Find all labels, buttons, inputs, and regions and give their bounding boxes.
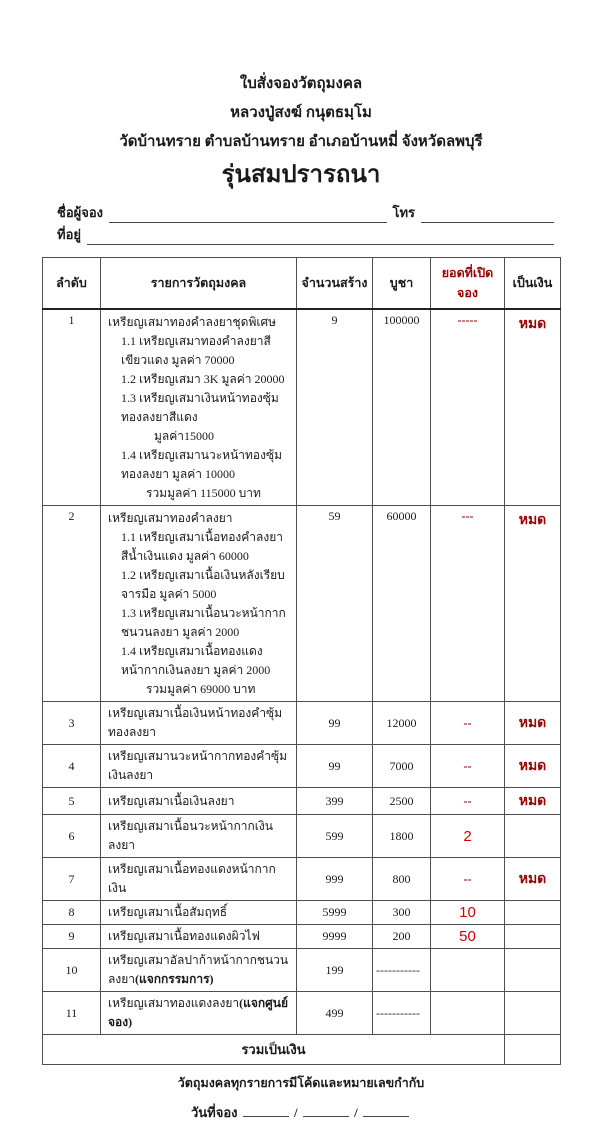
row-quantity: 99 — [297, 745, 373, 788]
row-no: 6 — [43, 815, 101, 858]
table-row — [43, 858, 561, 901]
row-item — [101, 949, 297, 992]
row-no: 1 — [43, 309, 101, 506]
row-price: 300 — [373, 901, 431, 925]
document-header — [42, 70, 560, 191]
table-total-row — [43, 1035, 561, 1065]
item-sub: มูลค่า15000 — [154, 429, 215, 443]
row-booked: 2 — [431, 815, 505, 858]
document-title: ใบสั่งจองวัตถุมงคล — [239, 76, 363, 92]
footer-note: วัตถุมงคลทุกรายการมีโค้ดและหมายเลขกำกับ — [177, 1076, 425, 1090]
row-booked: -- — [431, 745, 505, 788]
name-field-line — [109, 208, 386, 223]
edition-title: รุ่นสมปรารถนา — [221, 162, 381, 188]
table-row — [43, 309, 561, 506]
row-no: 5 — [43, 788, 101, 815]
address-line — [57, 223, 560, 245]
row-item: เหรียญเสมานวะหน้ากากทองคำซุ้มเงินลงยา — [101, 745, 297, 788]
row-no: 11 — [43, 992, 101, 1035]
row-booked: 50 — [431, 925, 505, 949]
row-amount — [505, 815, 561, 858]
row-quantity: 399 — [297, 788, 373, 815]
table-row — [43, 506, 561, 702]
table-row — [43, 949, 561, 992]
row-no: 10 — [43, 949, 101, 992]
row-item: เหรียญเสมาเนื้อสัมฤทธิ์ — [101, 901, 297, 925]
row-quantity: 9 — [297, 309, 373, 506]
item-sub: 1.2 เหรียญเสมาเนื้อเงินหลังเรียบจารมือ มูลค่า 5000 — [121, 568, 285, 601]
row-booked: 10 — [431, 901, 505, 925]
row-amount: หมด — [505, 309, 561, 506]
item-sub: 1.4 เหรียญเสมาเนื้อทองแดงหน้ากากเงินลงยา มูลค่า 2000 — [121, 644, 271, 677]
row-amount: หมด — [505, 702, 561, 745]
table-row — [43, 788, 561, 815]
col-header-booked: ยอดที่เปิดจอง — [431, 258, 505, 310]
item-sub-total: รวมมูลค่า 69000 บาท — [146, 682, 256, 696]
temple-address: วัดบ้านทราย ตำบลบ้านทราย อำเภอบ้านหมี่ จังหวัดลพบุรี — [119, 134, 483, 150]
row-booked: -- — [431, 702, 505, 745]
total-label: รวมเป็นเงิน — [43, 1035, 505, 1065]
row-price: 12000 — [373, 702, 431, 745]
item-sub: 1.1 เหรียญเสมาเนื้อทองคำลงยาสีน้ำเงินแดง มูลค่า 60000 — [121, 530, 284, 563]
row-no: 9 — [43, 925, 101, 949]
date-day-line — [243, 1102, 289, 1117]
row-booked: ----- — [431, 309, 505, 506]
row-amount: หมด — [505, 506, 561, 702]
item-sub: 1.1 เหรียญเสมาทองคำลงยาสีเขียวแดง มูลค่า 70000 — [121, 334, 271, 367]
row-price: 2500 — [373, 788, 431, 815]
phone-field-line — [421, 208, 554, 223]
item-note: (แจกกรรมการ) — [134, 972, 214, 986]
item-sub: 1.2 เหรียญเสมา 3K มูลค่า 20000 — [121, 372, 285, 386]
row-no: 8 — [43, 901, 101, 925]
row-booked: -- — [431, 858, 505, 901]
col-header-item: รายการวัตถุมงคล — [101, 258, 297, 310]
name-label: ชื่อผู้จอง — [57, 205, 104, 220]
date-label: วันที่จอง — [190, 1105, 238, 1120]
row-item: เหรียญเสมาเนื้อทองแดงหน้ากากเงิน — [101, 858, 297, 901]
row-price: 800 — [373, 858, 431, 901]
row-price: 1800 — [373, 815, 431, 858]
row-amount — [505, 925, 561, 949]
monk-name: หลวงปู่สงฆ์ กนุตธมฺโม — [230, 105, 372, 121]
row-item: เหรียญเสมาเนื้อทองแดงผิวไฟ — [101, 925, 297, 949]
total-amount-cell — [505, 1035, 561, 1065]
date-slash: / — [294, 1105, 298, 1120]
address-field-line — [87, 230, 554, 245]
row-item — [101, 309, 297, 506]
row-price: ----------- — [373, 949, 431, 992]
date-month-line — [303, 1102, 349, 1117]
row-quantity: 199 — [297, 949, 373, 992]
table-row — [43, 745, 561, 788]
row-quantity: 5999 — [297, 901, 373, 925]
row-amount — [505, 949, 561, 992]
row-quantity: 99 — [297, 702, 373, 745]
booking-info-form — [57, 201, 560, 245]
col-header-price: บูชา — [373, 258, 431, 310]
address-label: ที่อยู่ — [57, 227, 81, 242]
item-main: เหรียญเสมาทองแดงลงยา — [108, 996, 240, 1010]
booking-date-line — [42, 1102, 560, 1123]
row-amount: หมด — [505, 858, 561, 901]
row-booked — [431, 949, 505, 992]
table-row — [43, 702, 561, 745]
row-booked — [431, 992, 505, 1035]
row-quantity: 9999 — [297, 925, 373, 949]
item-note: (แจกศูนย์จอง) — [108, 996, 289, 1029]
col-header-no: ลำดับ — [43, 258, 101, 310]
row-item: เหรียญเสมาเนื้อเงินลงยา — [101, 788, 297, 815]
table-header-row — [43, 258, 561, 310]
row-item — [101, 506, 297, 702]
row-no: 4 — [43, 745, 101, 788]
table-row — [43, 925, 561, 949]
item-sub-total: รวมมูลค่า 115000 บาท — [146, 486, 261, 500]
item-main: เหรียญเสมาทองคำลงยา — [108, 511, 233, 525]
row-price: 200 — [373, 925, 431, 949]
table-row — [43, 815, 561, 858]
col-header-quantity: จำนวนสร้าง — [297, 258, 373, 310]
row-quantity: 59 — [297, 506, 373, 702]
row-no: 7 — [43, 858, 101, 901]
row-price: 60000 — [373, 506, 431, 702]
row-item — [101, 992, 297, 1035]
date-slash: / — [354, 1105, 358, 1120]
row-no: 2 — [43, 506, 101, 702]
row-no: 3 — [43, 702, 101, 745]
row-item: เหรียญเสมาเนื้อเงินหน้าทองคำซุ้มทองลงยา — [101, 702, 297, 745]
date-year-line — [363, 1102, 409, 1117]
row-amount — [505, 992, 561, 1035]
table-row — [43, 992, 561, 1035]
item-sub: 1.3 เหรียญเสมาเงินหน้าทองซุ้มทองลงยาสีแดง — [121, 391, 279, 424]
row-price: 100000 — [373, 309, 431, 506]
row-booked: --- — [431, 506, 505, 702]
col-header-amount: เป็นเงิน — [505, 258, 561, 310]
item-main: เหรียญเสมาอัลปาก้าหน้ากากชนวนลงยา — [108, 953, 289, 986]
phone-label: โทร — [392, 205, 416, 220]
item-main: เหรียญเสมาทองคำลงยาชุดพิเศษ — [108, 315, 276, 329]
item-sub: 1.4 เหรียญเสมานวะหน้าทองซุ้มทองลงยา มูลค่า 10000 — [121, 448, 283, 481]
row-quantity: 599 — [297, 815, 373, 858]
name-phone-line — [57, 201, 560, 223]
row-amount: หมด — [505, 788, 561, 815]
row-item: เหรียญเสมาเนื้อนวะหน้ากากเงินลงยา — [101, 815, 297, 858]
row-booked: -- — [431, 788, 505, 815]
row-quantity: 499 — [297, 992, 373, 1035]
row-amount: หมด — [505, 745, 561, 788]
amulet-order-table — [42, 257, 561, 1065]
row-price: 7000 — [373, 745, 431, 788]
row-quantity: 999 — [297, 858, 373, 901]
table-row — [43, 901, 561, 925]
row-amount — [505, 901, 561, 925]
item-sub: 1.3 เหรียญเสมาเนื้อนวะหน้ากากชนวนลงยา มูลค่า 2000 — [121, 606, 286, 639]
row-price: ----------- — [373, 992, 431, 1035]
